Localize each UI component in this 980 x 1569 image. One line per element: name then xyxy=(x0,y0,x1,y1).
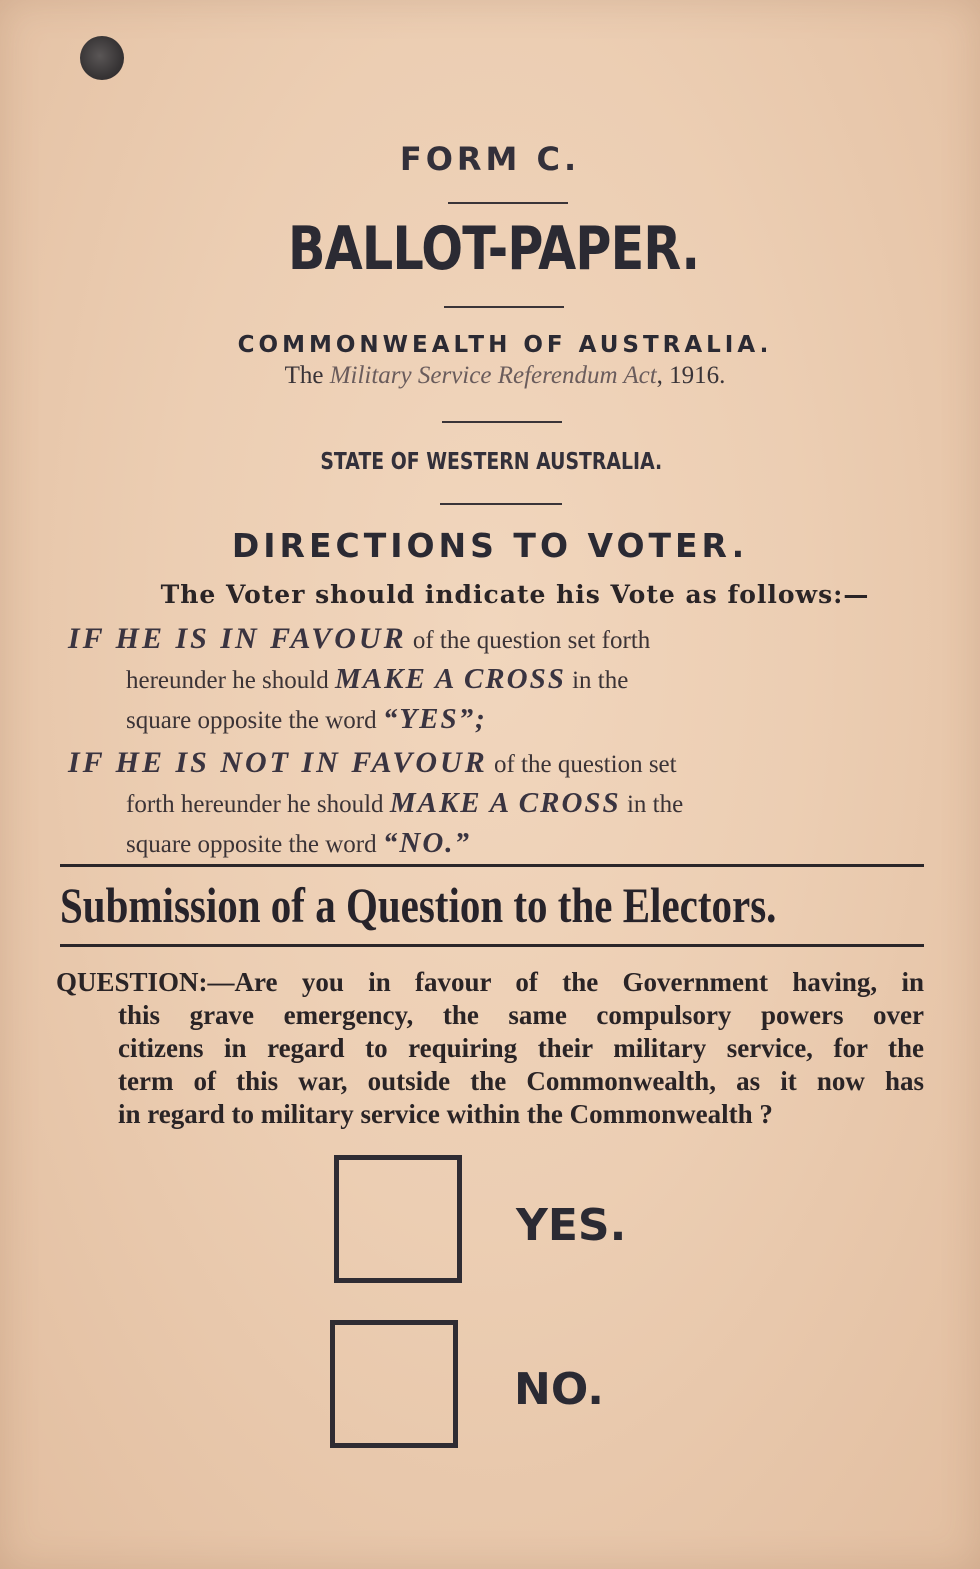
not-favour-text: of the question set xyxy=(487,751,677,778)
not-favour-lead: IF HE IS NOT IN FAVOUR xyxy=(68,746,488,779)
form-label: FORM C. xyxy=(399,140,581,178)
divider xyxy=(440,503,562,505)
ballot-title: BALLOT-PAPER. xyxy=(287,214,700,284)
not-favour-instruction xyxy=(68,744,930,864)
act-suffix: , 1916. xyxy=(656,362,726,389)
not-favour-line-2 xyxy=(68,784,930,824)
question-text xyxy=(56,966,924,1131)
make-cross-emphasis: MAKE A CROSS xyxy=(389,787,621,819)
divider xyxy=(444,306,564,308)
yes-checkbox[interactable] xyxy=(334,1155,462,1283)
directions-intro: The Voter should indicate his Vote as follows:— xyxy=(160,580,870,609)
no-word: “NO.” xyxy=(382,827,472,859)
question-line: this grave emergency, the same compulsory powers over xyxy=(118,1000,924,1030)
favour-instruction xyxy=(68,620,930,740)
not-favour-text: forth hereunder he should xyxy=(126,791,390,818)
not-favour-line-3 xyxy=(68,824,930,864)
favour-lead: IF HE IS IN FAVOUR xyxy=(68,622,407,655)
question-line: in regard to military service within the Commonwealth ? xyxy=(118,1099,773,1129)
divider xyxy=(448,202,568,204)
act-name: Military Service Referendum Act xyxy=(329,362,657,389)
no-label: NO. xyxy=(514,1364,604,1415)
not-favour-text: square opposite the word xyxy=(126,831,383,858)
question-line: citizens in regard to requiring their military service, for the xyxy=(118,1033,924,1063)
act-line xyxy=(0,362,980,390)
thick-divider xyxy=(60,864,924,867)
no-checkbox[interactable] xyxy=(330,1320,458,1448)
favour-line-2 xyxy=(68,660,930,700)
directions-heading: DIRECTIONS TO VOTER. xyxy=(231,526,749,565)
question-line: QUESTION:—Are you in favour of the Government having, in xyxy=(56,967,924,997)
favour-text: of the question set forth xyxy=(406,627,651,654)
favour-text: hereunder he should xyxy=(126,667,335,694)
state-heading: STATE OF WESTERN AUSTRALIA. xyxy=(320,449,663,475)
question-line: term of this war, outside the Commonwealth, as it now has xyxy=(118,1066,924,1096)
make-cross-emphasis: MAKE A CROSS xyxy=(334,663,566,695)
punch-hole xyxy=(80,36,124,80)
favour-text: in the xyxy=(565,667,629,694)
thick-divider xyxy=(60,944,924,947)
commonwealth-heading: COMMONWEALTH OF AUSTRALIA. xyxy=(237,332,773,358)
submission-heading: Submission of a Question to the Electors. xyxy=(60,877,777,933)
yes-label: YES. xyxy=(516,1200,627,1251)
not-favour-text: in the xyxy=(620,791,684,818)
divider xyxy=(442,421,562,423)
yes-word: “YES”; xyxy=(382,703,487,735)
favour-line-3 xyxy=(68,700,930,740)
favour-text: square opposite the word xyxy=(126,707,383,734)
act-prefix: The xyxy=(284,362,330,389)
